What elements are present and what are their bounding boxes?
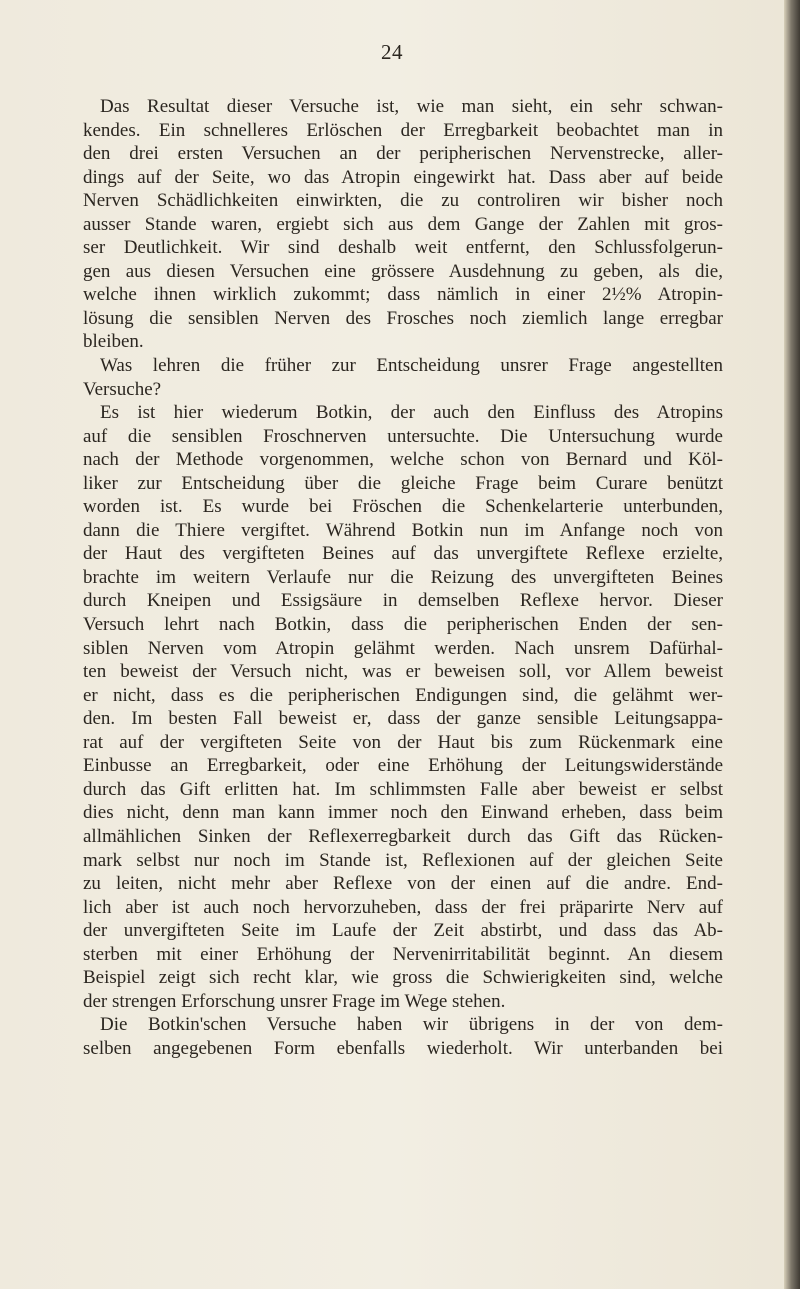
text-line: mark selbst nur noch im Stande ist, Reflexionen auf der gleichen Seite [83, 849, 723, 871]
text-line: dann die Thiere vergiftet. Während Botkin nun im Anfange noch von [83, 519, 723, 541]
text-line: durch das Gift erlitten hat. Im schlimmsten Falle aber beweist er selbst [83, 778, 723, 800]
text-line: siblen Nerven vom Atropin gelähmt werden. Nach unsrem Dafürhal- [83, 637, 723, 659]
text-line: ten beweist der Versuch nicht, was er beweisen soll, vor Allem beweist [83, 661, 723, 683]
text-line: dies nicht, denn man kann immer noch den Einwand erheben, dass beim [83, 802, 723, 824]
text-line: auf die sensiblen Froschnerven untersuchte. Die Untersuchung wurde [83, 425, 723, 447]
text-line: liker zur Entscheidung über die gleiche Frage beim Curare benützt [83, 472, 723, 494]
text-line: Was lehren die früher zur Entscheidung unsrer Frage angestellten [100, 355, 723, 377]
text-line: lich aber ist auch noch hervorzuheben, dass der frei präparirte Nerv auf [83, 896, 723, 918]
text-line: Nerven Schädlichkeiten einwirkten, die zu controliren wir bisher noch [83, 190, 723, 212]
text-line: der unvergifteten Seite im Laufe der Zeit abstirbt, und dass das Ab- [83, 920, 723, 942]
text-line: lösung die sensiblen Nerven des Frosches noch ziemlich lange erregbar [83, 307, 723, 329]
body-text [83, 95, 723, 1060]
text-line: brachte im weitern Verlaufe nur die Reizung des unvergifteten Beines [83, 566, 723, 588]
text-line: Versuch lehrt nach Botkin, dass die peripherischen Enden der sen- [83, 614, 723, 636]
text-line: kendes. Ein schnelleres Erlöschen der Erregbarkeit beobachtet man in [83, 119, 723, 141]
text-line: Einbusse an Erregbarkeit, oder eine Erhöhung der Leitungswiderstände [83, 755, 723, 777]
text-line: allmählichen Sinken der Reflexerregbarkeit durch das Gift das Rücken- [83, 825, 723, 847]
text-line: zu leiten, nicht mehr aber Reflexe von der einen auf die andre. End- [83, 873, 723, 895]
text-line: dings auf der Seite, wo das Atropin eingewirkt hat. Dass aber auf beide [83, 166, 723, 188]
text-line: gen aus diesen Versuchen eine grössere Ausdehnung zu geben, als die, [83, 260, 723, 282]
text-line: Das Resultat dieser Versuche ist, wie man sieht, ein sehr schwan- [100, 96, 723, 117]
text-line: Beispiel zeigt sich recht klar, wie gross die Schwierigkeiten sind, welche [83, 967, 723, 989]
text-line: Versuche? [83, 378, 162, 400]
text-line: ausser Stande waren, ergiebt sich aus dem Gange der Zahlen mit gros- [83, 213, 723, 235]
text-line: welche ihnen wirklich zukommt; dass nämlich in einer 2½% Atropin- [83, 284, 723, 306]
text-line: bleiben. [83, 331, 144, 353]
text-line: den drei ersten Versuchen an der peripherischen Nervenstrecke, aller- [83, 143, 723, 165]
text-line: der strengen Erforschung unsrer Frage im Wege stehen. [83, 990, 506, 1012]
text-line: ser Deutlichkeit. Wir sind deshalb weit entfernt, den Schlussfolgerun- [83, 237, 723, 259]
text-line: worden ist. Es wurde bei Fröschen die Schenkelarterie unterbunden, [83, 496, 723, 518]
text-line: durch Kneipen und Essigsäure in demselben Reflexe hervor. Dieser [83, 590, 723, 612]
text-line: er nicht, dass es die peripherischen Endigungen sind, die gelähmt wer- [83, 684, 723, 706]
page-edge-shadow [784, 0, 800, 1289]
text-line: sterben mit einer Erhöhung der Nervenirritabilität beginnt. An diesem [83, 943, 723, 965]
text-line: den. Im besten Fall beweist er, dass der ganze sensible Leitungsappa- [83, 708, 723, 730]
text-line: rat auf der vergifteten Seite von der Haut bis zum Rückenmark eine [83, 731, 723, 753]
text-line: Die Botkin'schen Versuche haben wir übrigens in der von dem- [100, 1014, 723, 1036]
page-number: 24 [381, 40, 403, 64]
text-line: selben angegebenen Form ebenfalls wiederholt. Wir unterbanden bei [83, 1037, 723, 1059]
text-line: nach der Methode vorgenommen, welche schon von Bernard und Köl- [83, 449, 723, 471]
text-line: Es ist hier wiederum Botkin, der auch den Einfluss des Atropins [100, 402, 723, 424]
text-line: der Haut des vergifteten Beines auf das unvergiftete Reflexe erzielte, [83, 543, 723, 565]
